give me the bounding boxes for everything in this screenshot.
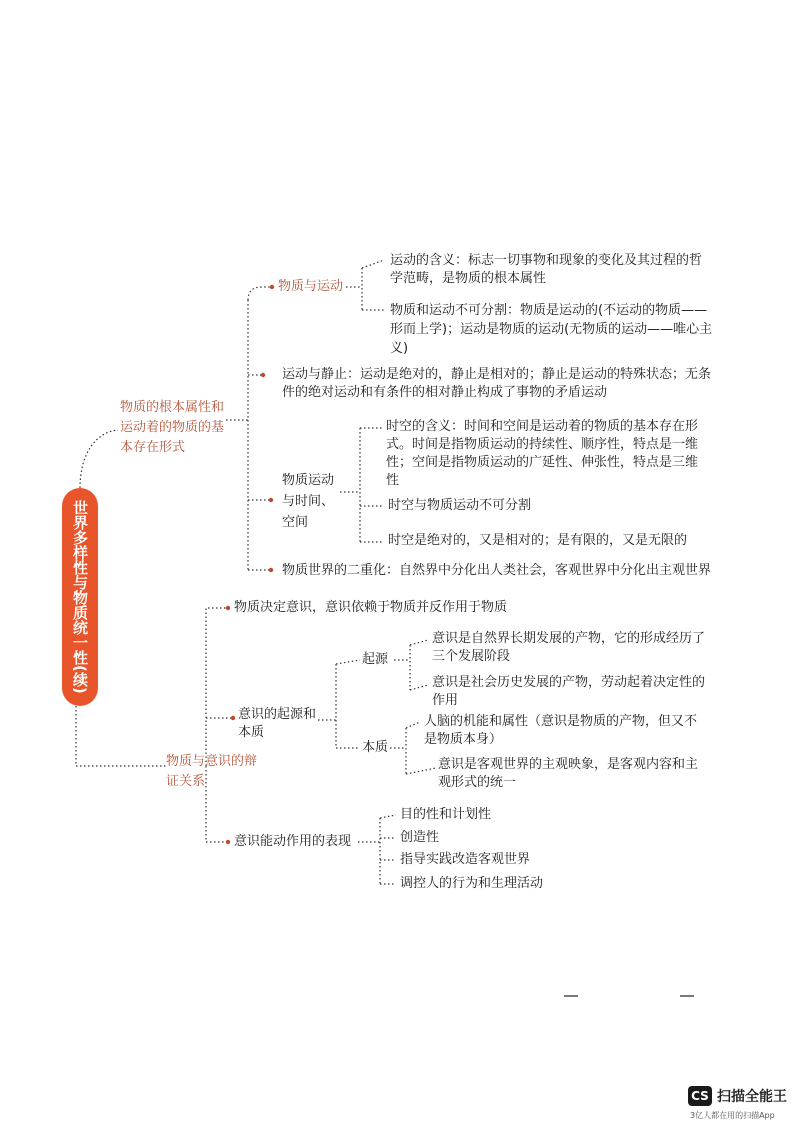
leaf-motion-definition: 运动的含义：标志一切事物和现象的变化及其过程的哲学范畴，是物质的根本属性 [390, 253, 703, 286]
leaf-spacetime-inseparable: 时空与物质运动不可分割 [388, 498, 532, 513]
leaf-origin-nature: 意识是自然界长期发展的产物，它的形成经历了三个发展阶段 [432, 631, 706, 664]
leaf-active-item: 目的性和计划性 [400, 807, 492, 822]
scanner-watermark [688, 1086, 787, 1106]
branch-matter-attributes: 物质的根本属性和运动着的物质的基本存在形式 [120, 400, 225, 455]
leaf-essence-reflection: 意识是客观世界的主观映象，是客观内容和主观形式的统一 [438, 757, 699, 790]
branch-matter-consciousness: 物质与意识的辩证关系 [166, 754, 258, 789]
leaf-spacetime-absolute: 时空是绝对的，又是相对的；是有限的，又是无限的 [388, 533, 688, 548]
node-active-role: 意识能动作用的表现 [234, 834, 352, 849]
leaf-motion-inseparable: 物质和运动不可分割：物质是运动的(不运动的物质——形而上学)；运动是物质的运动(无物质的运动——唯心主义) [390, 303, 713, 356]
leaf-active-item: 调控人的行为和生理活动 [400, 876, 544, 891]
node-essence: 本质 [362, 740, 389, 755]
watermark-name: 扫描全能王 [717, 1089, 787, 1105]
leaf-active-item: 创造性 [400, 830, 440, 845]
leaf-origin-society: 意识是社会历史发展的产物，劳动起着决定性的作用 [432, 675, 706, 708]
root-title: 世界多样性与物质统一性(续) [71, 500, 89, 694]
node-origin-essence: 意识的起源和本质 [238, 707, 317, 740]
node-world-duality: 物质世界的二重化：自然界中分化出人类社会，客观世界中分化出主观世界 [282, 563, 712, 578]
leaf-essence-brain: 人脑的机能和属性（意识是物质的产物，但又不是物质本身） [424, 714, 698, 747]
root-topic [62, 488, 98, 706]
leaf-spacetime-definition: 时空的含义：时间和空间是运动着的物质的基本存在形式。时间是指物质运动的持续性、顺序性，特点是一维性；空间是指物质运动的广延性、伸张性，特点是三维性 [386, 419, 699, 488]
node-motion-rest: 运动与静止：运动是绝对的，静止是相对的；静止是运动的特殊状态；无条件的绝对运动和有条件的相对静止构成了事物的矛盾运动 [282, 367, 712, 400]
camscanner-logo-icon: CS [688, 1086, 712, 1106]
node-origin: 起源 [362, 652, 389, 667]
watermark-tagline: 3亿人都在用的扫描App [690, 1111, 775, 1120]
leaf-active-item: 指导实践改造客观世界 [400, 852, 531, 867]
node-motion-spacetime: 物质运动与时间、空间 [282, 473, 335, 530]
node-matter-decides: 物质决定意识，意识依赖于物质并反作用于物质 [234, 600, 508, 615]
node-matter-motion: 物质与运动 [278, 279, 344, 294]
